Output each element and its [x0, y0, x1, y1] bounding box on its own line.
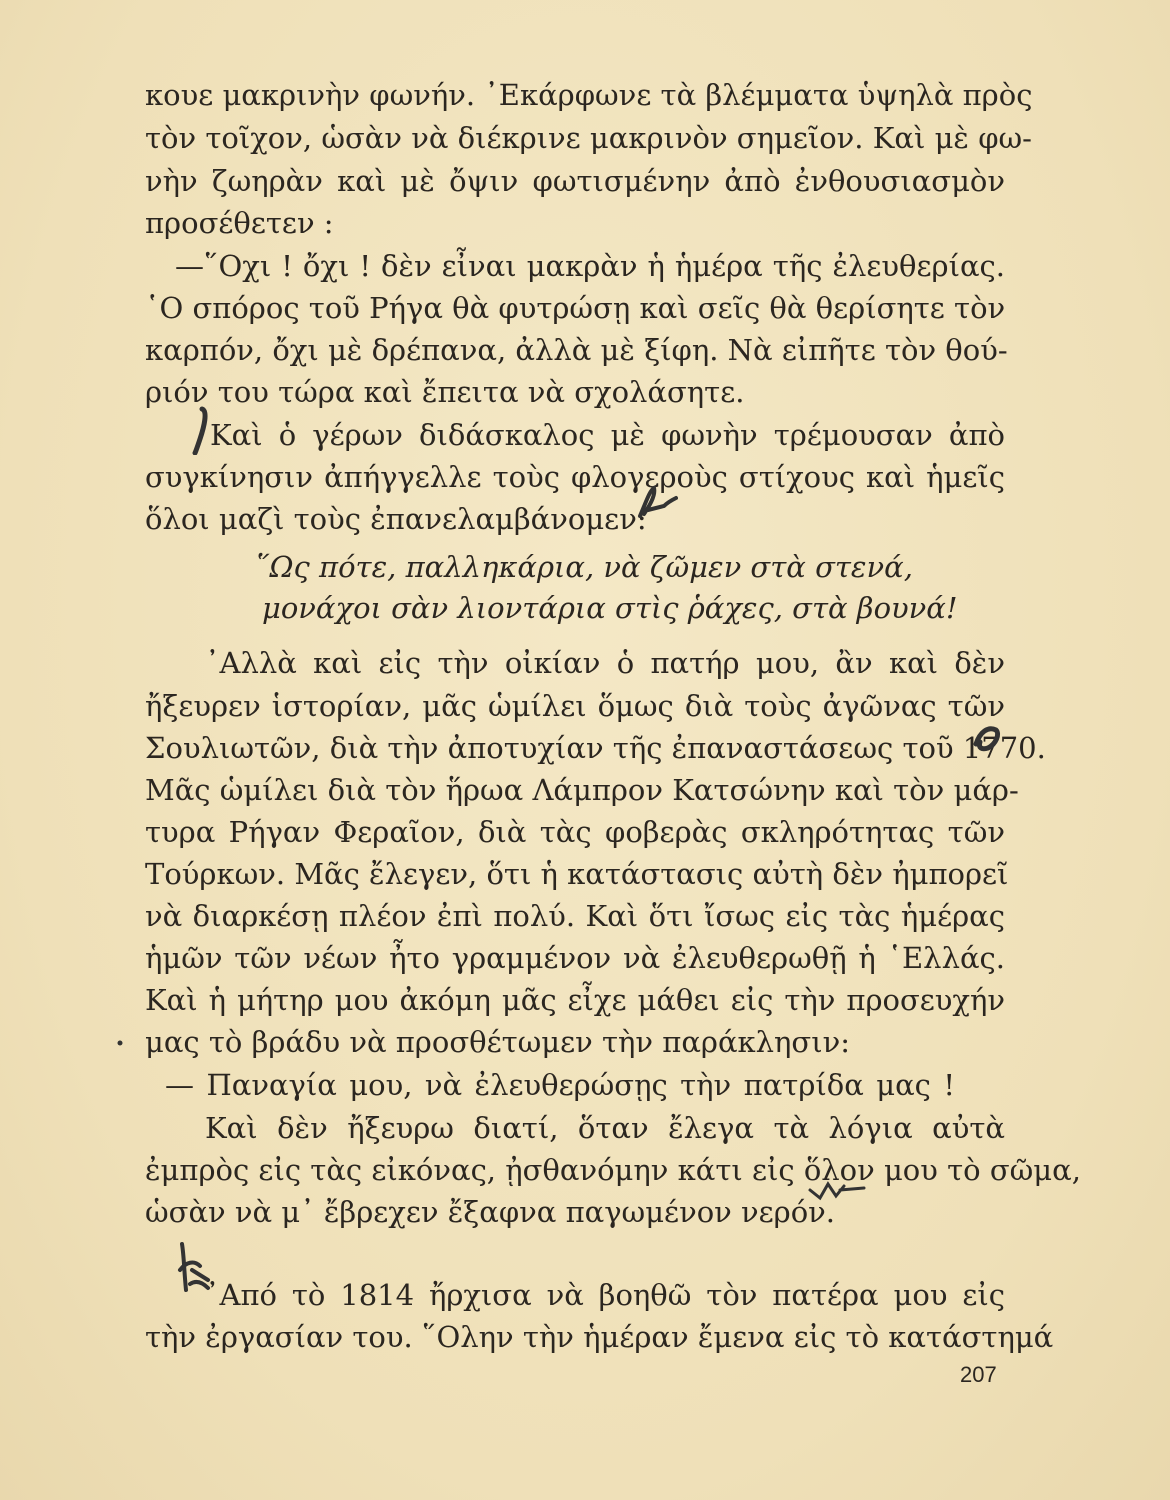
verse-line: μονάχοι σὰν λιοντάρια στὶς ῥάχες, στὰ βουνά! [262, 591, 958, 625]
text-line: ὡσὰν νὰ μ᾿ ἔβρεχεν ἔξαφνα παγωμένον νερόν. [145, 1195, 836, 1229]
pencil-mark-icon [806, 1172, 866, 1202]
text-line: Μᾶς ὡμίλει διὰ τὸν ἥρωα Λάμπρον Κατσώνην καὶ τὸν μάρ- [145, 773, 1019, 807]
verse-line: ῞Ως πότε, παλληκάρια, νὰ ζῶμεν στὰ στενά, [255, 550, 913, 584]
text-line: ῾Ο σπόρος τοῦ Ρήγα θὰ φυτρώσῃ καὶ σεῖς θὰ θερίσητε τὸν [145, 291, 1006, 325]
text-line: Τούρκων. Μᾶς ἔλεγεν, ὅτι ἡ κατάστασις αὐτὴ δὲν ἠμπορεῖ [145, 857, 1009, 891]
pencil-mark-icon [970, 720, 1004, 756]
text-line: κουε μακρινὴν φωνήν. ᾿Εκάρφωνε τὰ βλέμματα ὑψηλὰ πρὸς [145, 78, 1033, 112]
text-line: Σουλιωτῶν, διὰ τὴν ἀποτυχίαν τῆς ἐπαναστάσεως τοῦ 1770. [145, 731, 1046, 765]
pencil-mark-icon [634, 482, 678, 522]
text-line: ἤξευρεν ἱστορίαν, μᾶς ὡμίλει ὅμως διὰ τοὺς ἀγῶνας τῶν [145, 689, 1005, 723]
text-line: — Παναγία μου, νὰ ἐλευθερώσῃς τὴν πατρίδα μας ! [165, 1068, 955, 1102]
text-line: τὸν τοῖχον, ὡσὰν νὰ διέκρινε μακρινὸν σημεῖον. Καὶ μὲ φω- [145, 121, 1032, 155]
text-line: ὅλοι μαζὶ τοὺς ἐπανελαμβάνομεν: [145, 502, 647, 536]
text-line: ἡμῶν τῶν νέων ἦτο γραμμένον νὰ ἐλευθερωθῇ ἡ ῾Ελλάς. [145, 941, 1005, 975]
text-line: Καὶ δὲν ἤξευρω διατί, ὅταν ἔλεγα τὰ λόγια αὐτὰ [205, 1111, 1005, 1145]
text-line: νὰ διαρκέσῃ πλέον ἐπὶ πολύ. Καὶ ὅτι ἴσως εἰς τὰς ἡμέρας [145, 899, 1005, 933]
dot-mark-icon [115, 1038, 125, 1048]
text-line: τυρα Ρήγαν Φεραῖον, διὰ τὰς φοβερὰς σκληρότητας τῶν [145, 815, 1005, 849]
text-line: ᾿Από τὸ 1814 ἤρχισα νὰ βοηθῶ τὸν πατέρα μου εἰς [205, 1278, 1005, 1312]
text-line: Καὶ ὁ γέρων διδάσκαλος μὲ φωνὴν τρέμουσαν ἀπὸ [210, 418, 1005, 452]
text-line: ἐμπρὸς εἰς τὰς εἰκόνας, ᾐσθανόμην κάτι εἰς ὅλον μου τὸ σῶμα, [145, 1153, 1081, 1187]
page-number: 207 [960, 1362, 997, 1387]
text-line: καρπόν, ὄχι μὲ δρέπανα, ἀλλὰ μὲ ξίφη. Νὰ εἰπῆτε τὸν θού- [145, 333, 1008, 367]
text-line: μας τὸ βράδυ νὰ προσθέτωμεν τὴν παράκλησιν: [145, 1025, 850, 1059]
text-line: Καὶ ἡ μήτηρ μου ἀκόμη μᾶς εἶχε μάθει εἰς τὴν προσευχήν [145, 983, 1005, 1017]
text-line: συγκίνησιν ἀπήγγελλε τοὺς φλογεροὺς στίχους καὶ ἡμεῖς [145, 460, 1005, 494]
text-line: νὴν ζωηρὰν καὶ μὲ ὄψιν φωτισμένην ἀπὸ ἐνθουσιασμὸν [145, 164, 1005, 198]
pencil-mark-icon [190, 405, 212, 455]
text-line: ριόν του τώρα καὶ ἔπειτα νὰ σχολάσητε. [145, 375, 745, 409]
text-line: —῞Οχι ! ὄχι ! δὲν εἶναι μακρὰν ἡ ἡμέρα τῆς ἐλευθερίας. [175, 249, 1005, 283]
pencil-mark-icon [172, 1240, 214, 1298]
text-line: προσέθετεν : [145, 206, 334, 240]
text-line: ᾿Αλλὰ καὶ εἰς τὴν οἰκίαν ὁ πατήρ μου, ἂν καὶ δὲν [205, 646, 1005, 680]
text-line: τὴν ἐργασίαν του. ῞Ολην τὴν ἡμέραν ἔμενα εἰς τὸ κατάστημά [145, 1320, 1054, 1354]
